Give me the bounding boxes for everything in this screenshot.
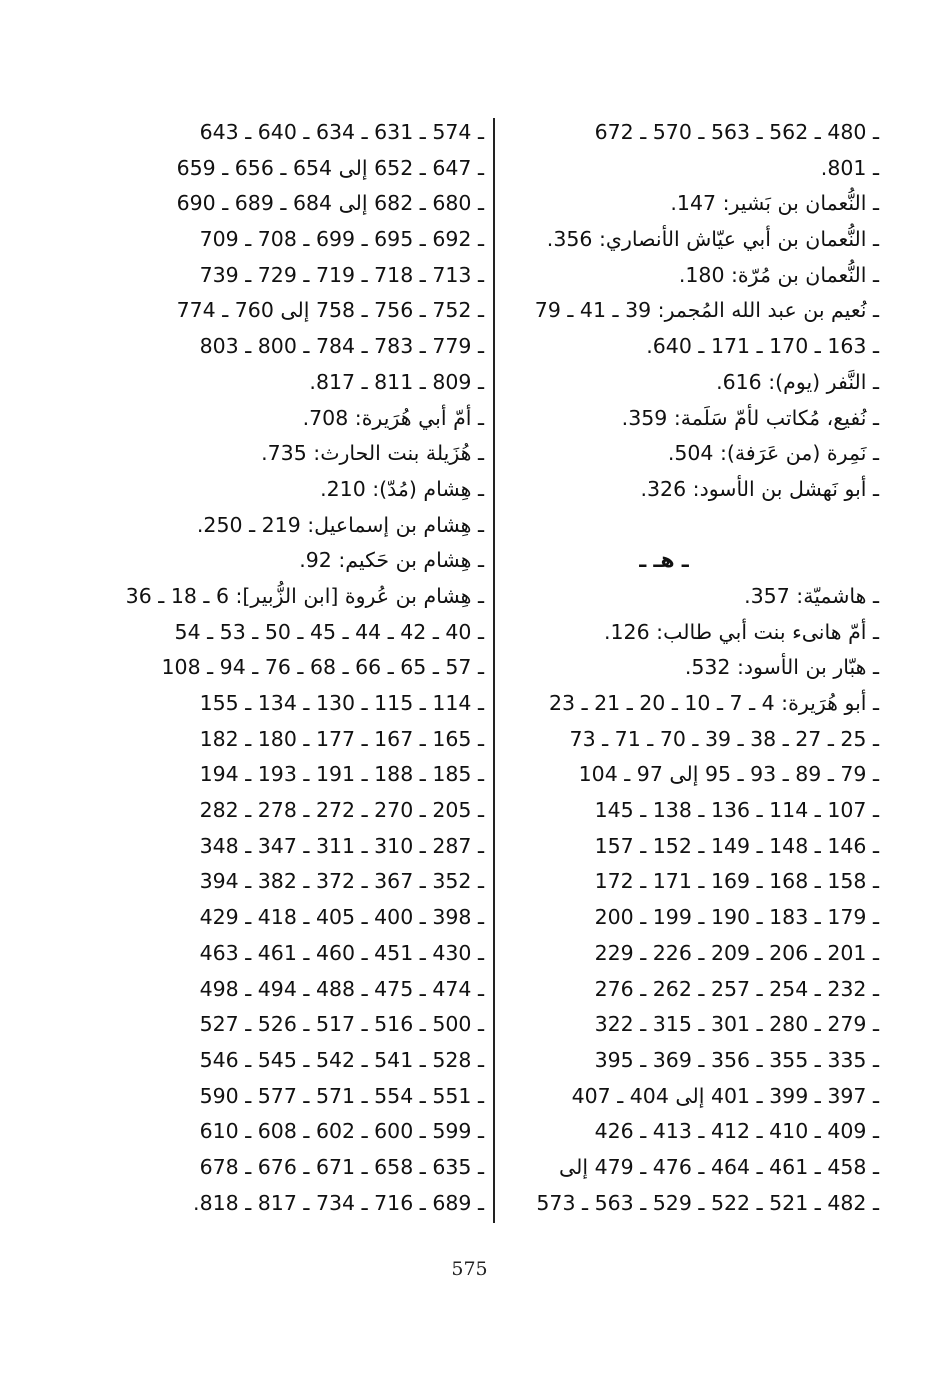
index-entry-line: ـ 528 ـ 541 ـ 542 ـ 545 ـ 546 bbox=[199, 1047, 484, 1072]
index-entry-line: ـ هِشام بن حَكيم: 92. bbox=[299, 548, 484, 573]
index-entry-line: ـ نَمِرة (من عَرَفة): 504. bbox=[667, 441, 879, 466]
index-entry-line: ـ 335 ـ 355 ـ 356 ـ 369 ـ 395 bbox=[594, 1047, 879, 1072]
index-entry-line: ـ 232 ـ 254 ـ 257 ـ 262 ـ 276 bbox=[594, 976, 879, 1001]
index-entry-line: ـ أمّ هانىء بنت أبي طالب: 126. bbox=[603, 619, 879, 644]
index-entry-line: ـ 201 ـ 206 ـ 209 ـ 226 ـ 229 bbox=[594, 940, 879, 965]
index-entry-line: ـ أمّ أبي هُرَيرة: 708. bbox=[302, 405, 484, 430]
index-entry-line: ـ 205 ـ 270 ـ 272 ـ 278 ـ 282 bbox=[199, 798, 484, 823]
index-entry-line: ـ 430 ـ 451 ـ 460 ـ 461 ـ 463 bbox=[199, 940, 484, 965]
index-entry-line: ـ 185 ـ 188 ـ 191 ـ 193 ـ 194 bbox=[199, 762, 484, 787]
index-entry-line: ـ نُفيع، مُكاتب لأمّ سَلَمة: 359. bbox=[621, 405, 879, 430]
index-entry-line: ـ هِشام (مُدّ): 210. bbox=[320, 476, 484, 501]
index-entry-line: ـ 809 ـ 811 ـ 817. bbox=[309, 369, 484, 394]
index-entry-line: ـ 574 ـ 631 ـ 634 ـ 640 ـ 643 bbox=[199, 120, 484, 144]
index-entry-line: ـ 146 ـ 148 ـ 149 ـ 152 ـ 157 bbox=[594, 833, 879, 858]
index-entry-line: ـ النُّعمان بن أبي عيّاش الأنصاري: 356. bbox=[546, 227, 879, 252]
index-entry-line: ـ 158 ـ 168 ـ 169 ـ 171 ـ 172 bbox=[594, 869, 879, 894]
index-entry-line: ـ 107 ـ 114 ـ 136 ـ 138 ـ 145 bbox=[594, 798, 879, 823]
index-entry-line: ـ 551 ـ 554 ـ 571 ـ 577 ـ 590 bbox=[199, 1083, 484, 1108]
index-entry-line: ـ 40 ـ 42 ـ 44 ـ 45 ـ 50 ـ 53 ـ 54 bbox=[174, 619, 484, 644]
index-entry-line: ـ 689 ـ 716 ـ 734 ـ 817 ـ 818. bbox=[193, 1190, 484, 1215]
index-entry-line: ـ النَّفر (يوم): 616. bbox=[716, 369, 879, 394]
index-entry-line: ـ 352 ـ 367 ـ 372 ـ 382 ـ 394 bbox=[199, 869, 484, 894]
index-entry-line: ـ 458 ـ 461 ـ 464 ـ 476 ـ 479 إلى bbox=[559, 1154, 879, 1179]
index-entry-line: ـ 680 ـ 682 إلى 684 ـ 689 ـ 690 bbox=[176, 191, 484, 216]
index-entry-line: ـ 500 ـ 516 ـ 517 ـ 526 ـ 527 bbox=[199, 1012, 484, 1037]
index-entry-line: ـ 599 ـ 600 ـ 602 ـ 608 ـ 610 bbox=[199, 1119, 484, 1144]
index-column-right bbox=[449, 115, 879, 1221]
index-entry-line: ـ النُّعمان بن بَشير: 147. bbox=[670, 191, 879, 216]
index-entry-line: ـ 647 ـ 652 إلى 654 ـ 656 ـ 659 bbox=[176, 155, 484, 180]
index-entry-line: ـ 482 ـ 521 ـ 522 ـ 529 ـ 563 ـ 573 bbox=[536, 1190, 879, 1215]
index-entry-line: ـ 692 ـ 695 ـ 699 ـ 708 ـ 709 bbox=[199, 227, 484, 252]
index-entry-line: ـ 409 ـ 410 ـ 412 ـ 413 ـ 426 bbox=[594, 1119, 879, 1144]
index-entry-line: ـ 25 ـ 27 ـ 38 ـ 39 ـ 70 ـ 71 ـ 73 bbox=[569, 726, 879, 751]
index-entry-line: ـ 279 ـ 280 ـ 301 ـ 315 ـ 322 bbox=[594, 1012, 879, 1037]
index-entry-line: ـ 635 ـ 658 ـ 671 ـ 676 ـ 678 bbox=[199, 1154, 484, 1179]
index-entry-line: ـ 398 ـ 400 ـ 405 ـ 418 ـ 429 bbox=[199, 905, 484, 930]
index-entry-line bbox=[449, 508, 879, 544]
index-entry-line: ـ هاشميّة: 357. bbox=[744, 583, 879, 608]
index-entry-line: ـ أبو نَهشل بن الأسود: 326. bbox=[640, 476, 879, 501]
index-entry-line: ـ 752 ـ 756 ـ 758 إلى 760 ـ 774 bbox=[176, 298, 484, 323]
index-entry-line: ـ 779 ـ 783 ـ 784 ـ 800 ـ 803 bbox=[199, 334, 484, 359]
index-entry-line: ـ أبو هُرَيرة: 4 ـ 7 ـ 10 ـ 20 ـ 21 ـ 23 bbox=[548, 691, 879, 715]
index-entry-line: ـ 57 ـ 65 ـ 66 ـ 68 ـ 76 ـ 94 ـ 108 bbox=[161, 655, 484, 680]
index-entry-line: ـ 713 ـ 718 ـ 719 ـ 729 ـ 739 bbox=[199, 262, 484, 287]
index-entry-line: ـ 480 ـ 562 ـ 563 ـ 570 ـ 672 bbox=[594, 120, 879, 144]
index-entry-line: ـ 397 ـ 399 ـ 401 إلى 404 ـ 407 bbox=[571, 1083, 879, 1108]
index-entry-line: ـ 163 ـ 170 ـ 171 ـ 640. bbox=[646, 334, 879, 359]
index-entry-line: ـ هبّار بن الأسود: 532. bbox=[684, 655, 879, 680]
index-entry-line: ـ 79 ـ 89 ـ 93 ـ 95 إلى 97 ـ 104 bbox=[578, 762, 879, 787]
page-number: 575 bbox=[451, 1258, 488, 1280]
index-entry-line: ـ 114 ـ 115 ـ 130 ـ 134 ـ 155 bbox=[199, 691, 484, 715]
index-entry-line: ـ هِشام بن إسماعيل: 219 ـ 250. bbox=[196, 512, 484, 537]
index-entry-line: ـ 474 ـ 475 ـ 488 ـ 494 ـ 498 bbox=[199, 976, 484, 1001]
index-entry-line: ـ 179 ـ 183 ـ 190 ـ 199 ـ 200 bbox=[594, 905, 879, 930]
index-entry-line: ـ هـ ـ bbox=[639, 548, 689, 573]
index-entry-line: ـ هُزَيلة بنت الحارث: 735. bbox=[261, 441, 484, 466]
index-entry-line: ـ 801. bbox=[820, 155, 879, 180]
column-divider bbox=[493, 118, 495, 1223]
index-entry-line: ـ هِشام بن عُروة [ابن الزُّبير]: 6 ـ 18 ـ 36 bbox=[125, 583, 484, 608]
index-entry-line: ـ النُّعمان بن مُرّة: 180. bbox=[678, 262, 879, 287]
index-column-left bbox=[99, 115, 484, 1221]
index-entry-line: ـ 287 ـ 310 ـ 311 ـ 347 ـ 348 bbox=[199, 833, 484, 858]
index-entry-line: ـ نُعيم بن عبد الله المُجمر: 39 ـ 41 ـ 79 bbox=[534, 298, 879, 323]
index-entry-line: ـ 165 ـ 167 ـ 177 ـ 180 ـ 182 bbox=[199, 726, 484, 751]
